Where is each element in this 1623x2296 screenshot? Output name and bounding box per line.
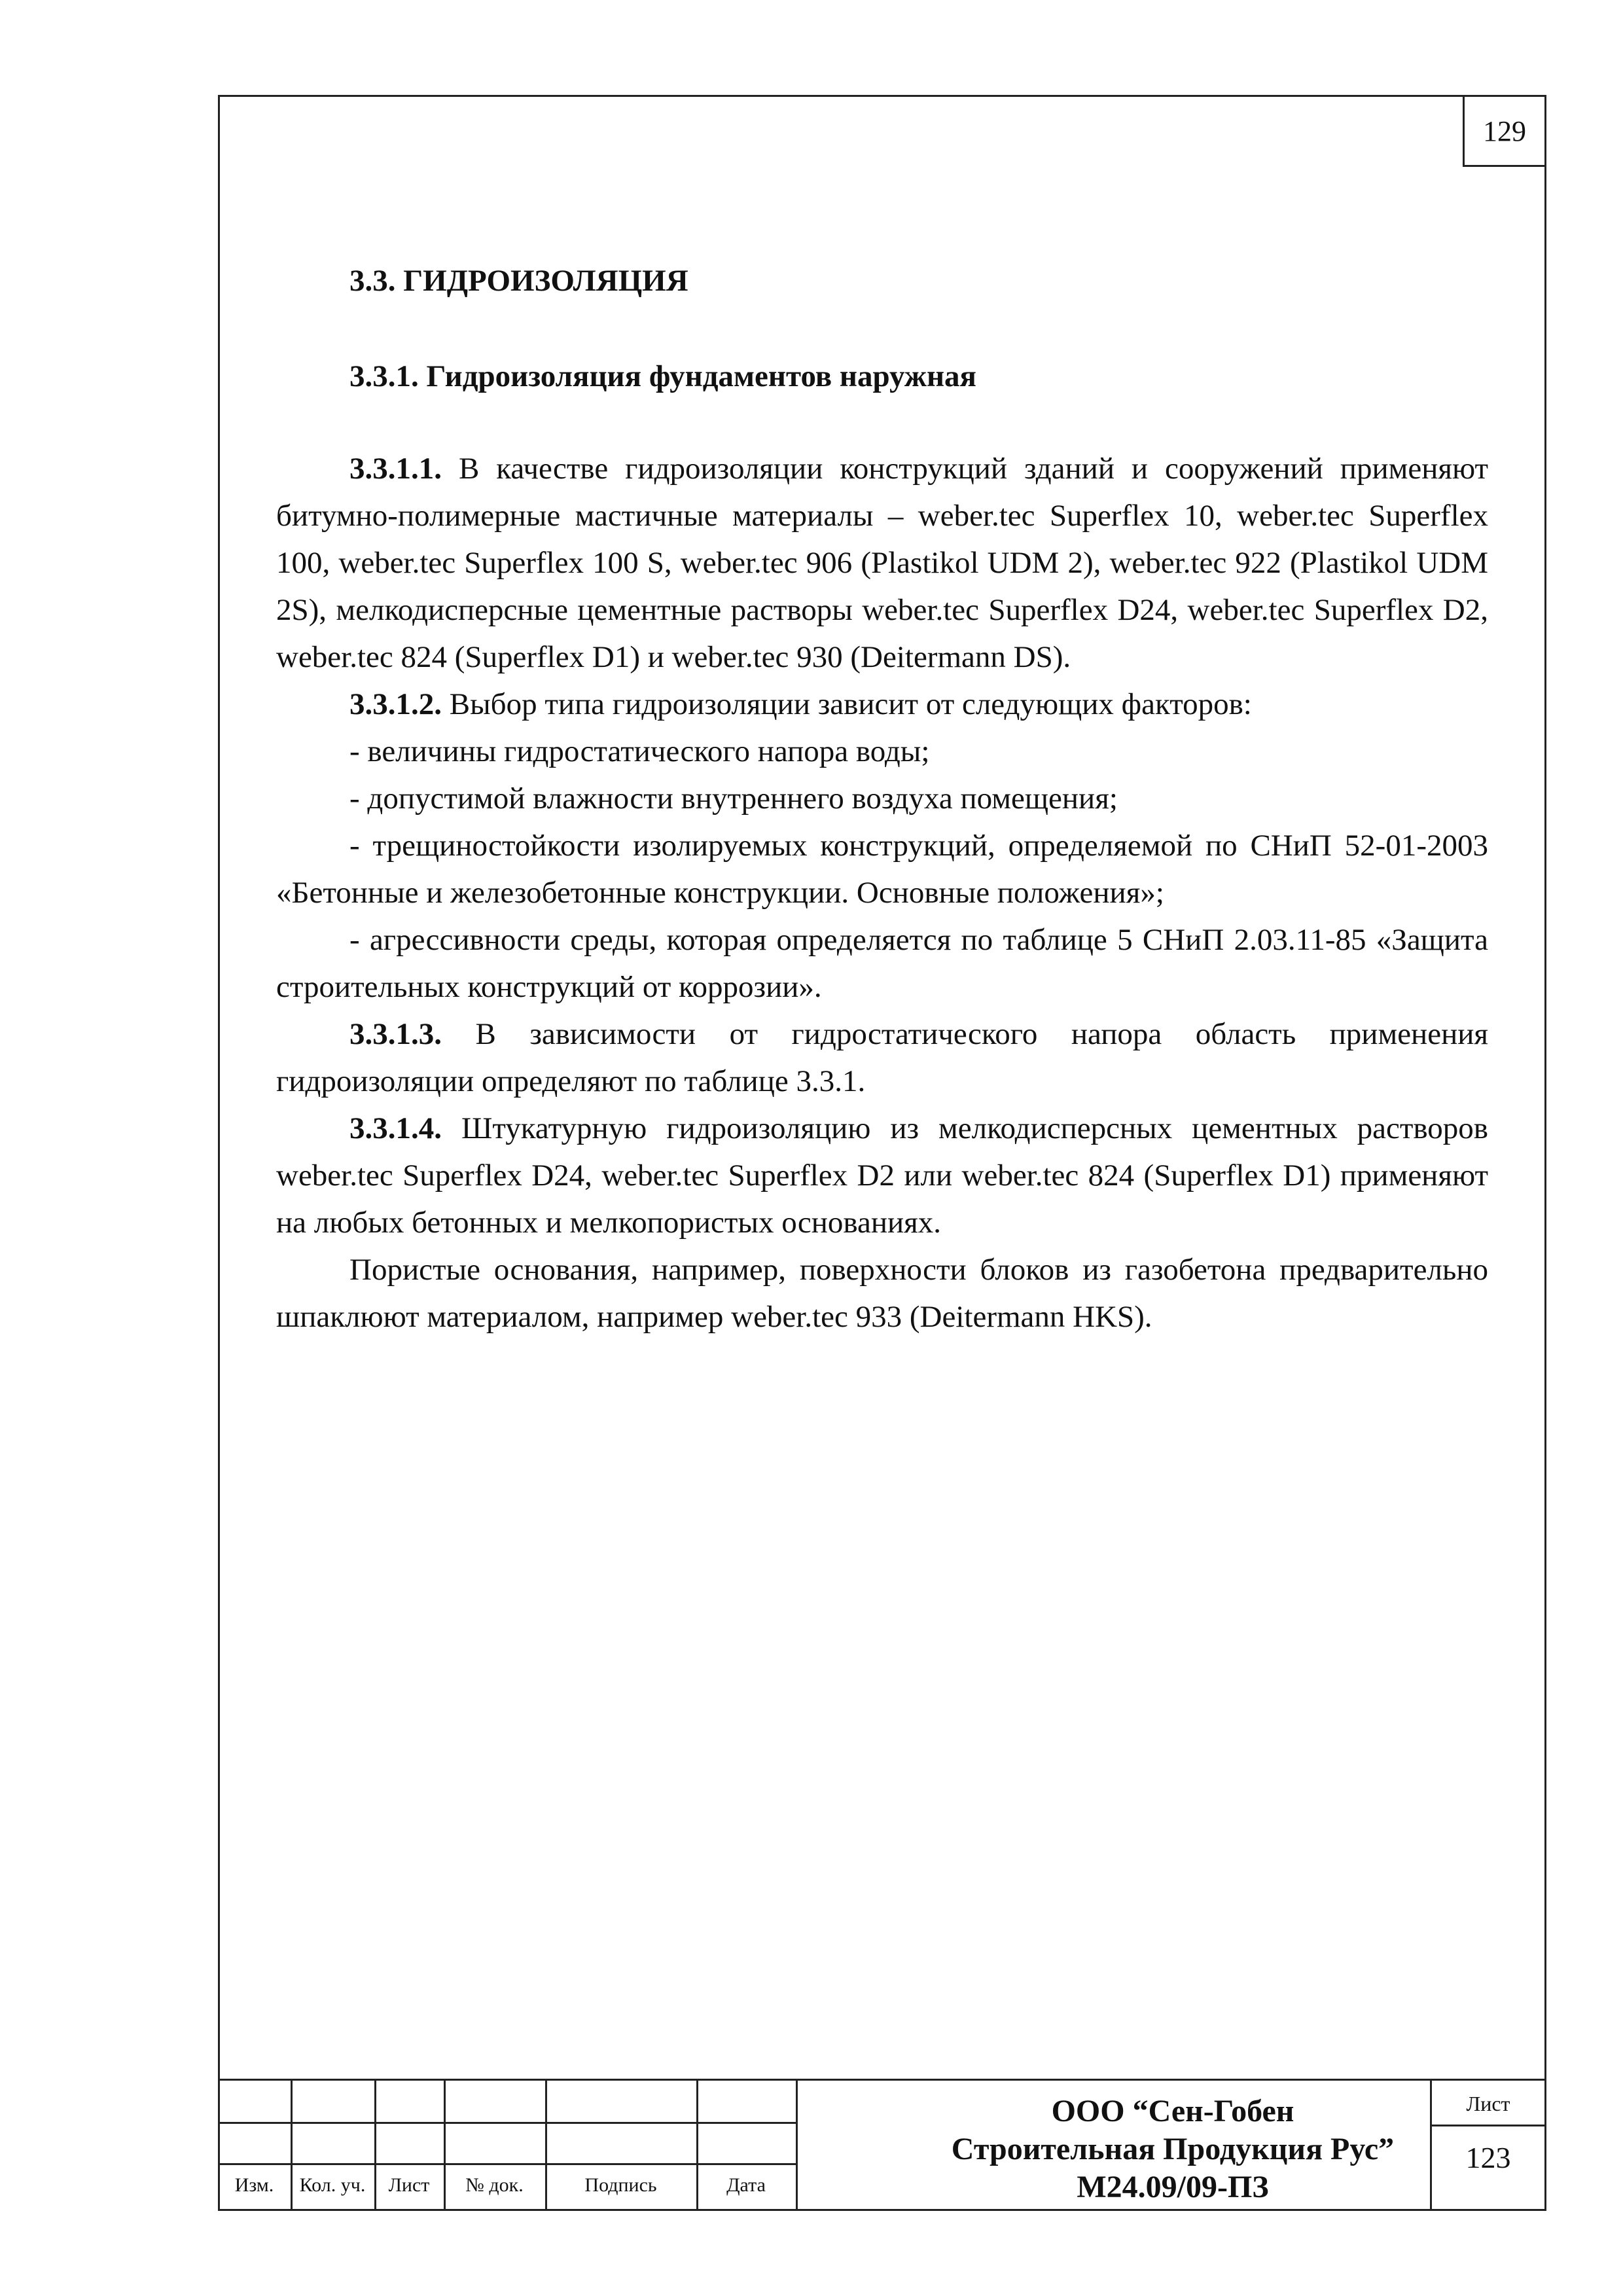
paragraph-text: В зависимости от гидростатического напора область применения гидроизоляции определяют по таблице 3.3.1. xyxy=(276,1017,1488,1098)
paragraph-porous: Пористые основания, например, поверхности блоков из газобетона предварительно шпаклюют материалом, например weber.tec 933 (Deitermann HKS). xyxy=(276,1253,1488,1334)
body-text xyxy=(276,445,1488,1340)
paragraph-3-3-1-4 xyxy=(276,1105,1488,1246)
list-item: - агрессивности среды, которая определяется по таблице 5 СНиП 2.03.11-85 «Защита строительных конструкций от коррозии». xyxy=(276,923,1488,1004)
paragraph-3-3-1-3 xyxy=(276,1011,1488,1105)
paragraph-text: В качестве гидроизоляции конструкций зданий и сооружений применяют битумно-полимерные мастичные материалы – weber.tec Superflex 10, weber.tec Superflex 100, weber.tec Superflex 100 S, weber.tec 906 (Plastikol UDM 2), weber.tec 922 (Plastikol UDM 2S), мелкодисперсные цементные растворы weber.tec Superflex D24, weber.tec Superflex D2, weber.tec 824 (Superflex D1) и weber.tec 930 (Deitermann DS). xyxy=(276,452,1488,674)
list-item: - величины гидростатического напора воды; xyxy=(349,734,930,768)
sheet-label: Лист xyxy=(1466,2092,1510,2115)
col-doc-number: № док. xyxy=(465,2174,524,2196)
company-name-line2: Строительная Продукция Рус” xyxy=(951,2132,1395,2166)
clause-number: 3.3.1.3. xyxy=(349,1017,442,1051)
page-number: 129 xyxy=(1463,95,1546,167)
list-item: - допустимой влажности внутреннего воздуха помещения; xyxy=(349,781,1118,816)
section-heading: 3.3. ГИДРОИЗОЛЯЦИЯ xyxy=(349,264,688,298)
title-block-line xyxy=(218,2122,796,2124)
document-code: М24.09/09-ПЗ xyxy=(1077,2170,1269,2204)
paragraph-text: Штукатурную гидроизоляцию из мелкодисперсных цементных растворов weber.tec Superflex D24, weber.tec Superflex D2 или weber.tec 824 (Superflex D1) применяют на любых бетонных и мелкопористых основаниях. xyxy=(276,1111,1488,1240)
col-kol-uch: Кол. уч. xyxy=(299,2174,366,2196)
col-izm: Изм. xyxy=(234,2174,274,2196)
subsection-heading: 3.3.1. Гидроизоляция фундаментов наружная xyxy=(349,359,976,393)
paragraph-text: Выбор типа гидроизоляции зависит от следующих факторов: xyxy=(442,687,1252,721)
paragraph-3-3-1-2 xyxy=(276,681,1488,728)
col-signature: Подпись xyxy=(584,2174,657,2196)
title-block-line xyxy=(218,2079,1546,2081)
clause-number: 3.3.1.1. xyxy=(349,452,442,486)
clause-number: 3.3.1.2. xyxy=(349,687,442,721)
sheet-number: 123 xyxy=(1465,2141,1511,2174)
col-date: Дата xyxy=(726,2174,766,2196)
list-item: - трещиностойкости изолируемых конструкций, определяемой по СНиП 52-01-2003 «Бетонные и железобетонные конструкции. Основные положения»; xyxy=(276,829,1488,910)
col-list: Лист xyxy=(388,2174,430,2196)
company-name-line1: ООО “Сен-Гобен xyxy=(1051,2094,1294,2128)
paragraph-3-3-1-1 xyxy=(276,445,1488,681)
title-block-line xyxy=(218,2163,796,2165)
clause-number: 3.3.1.4. xyxy=(349,1111,442,1145)
